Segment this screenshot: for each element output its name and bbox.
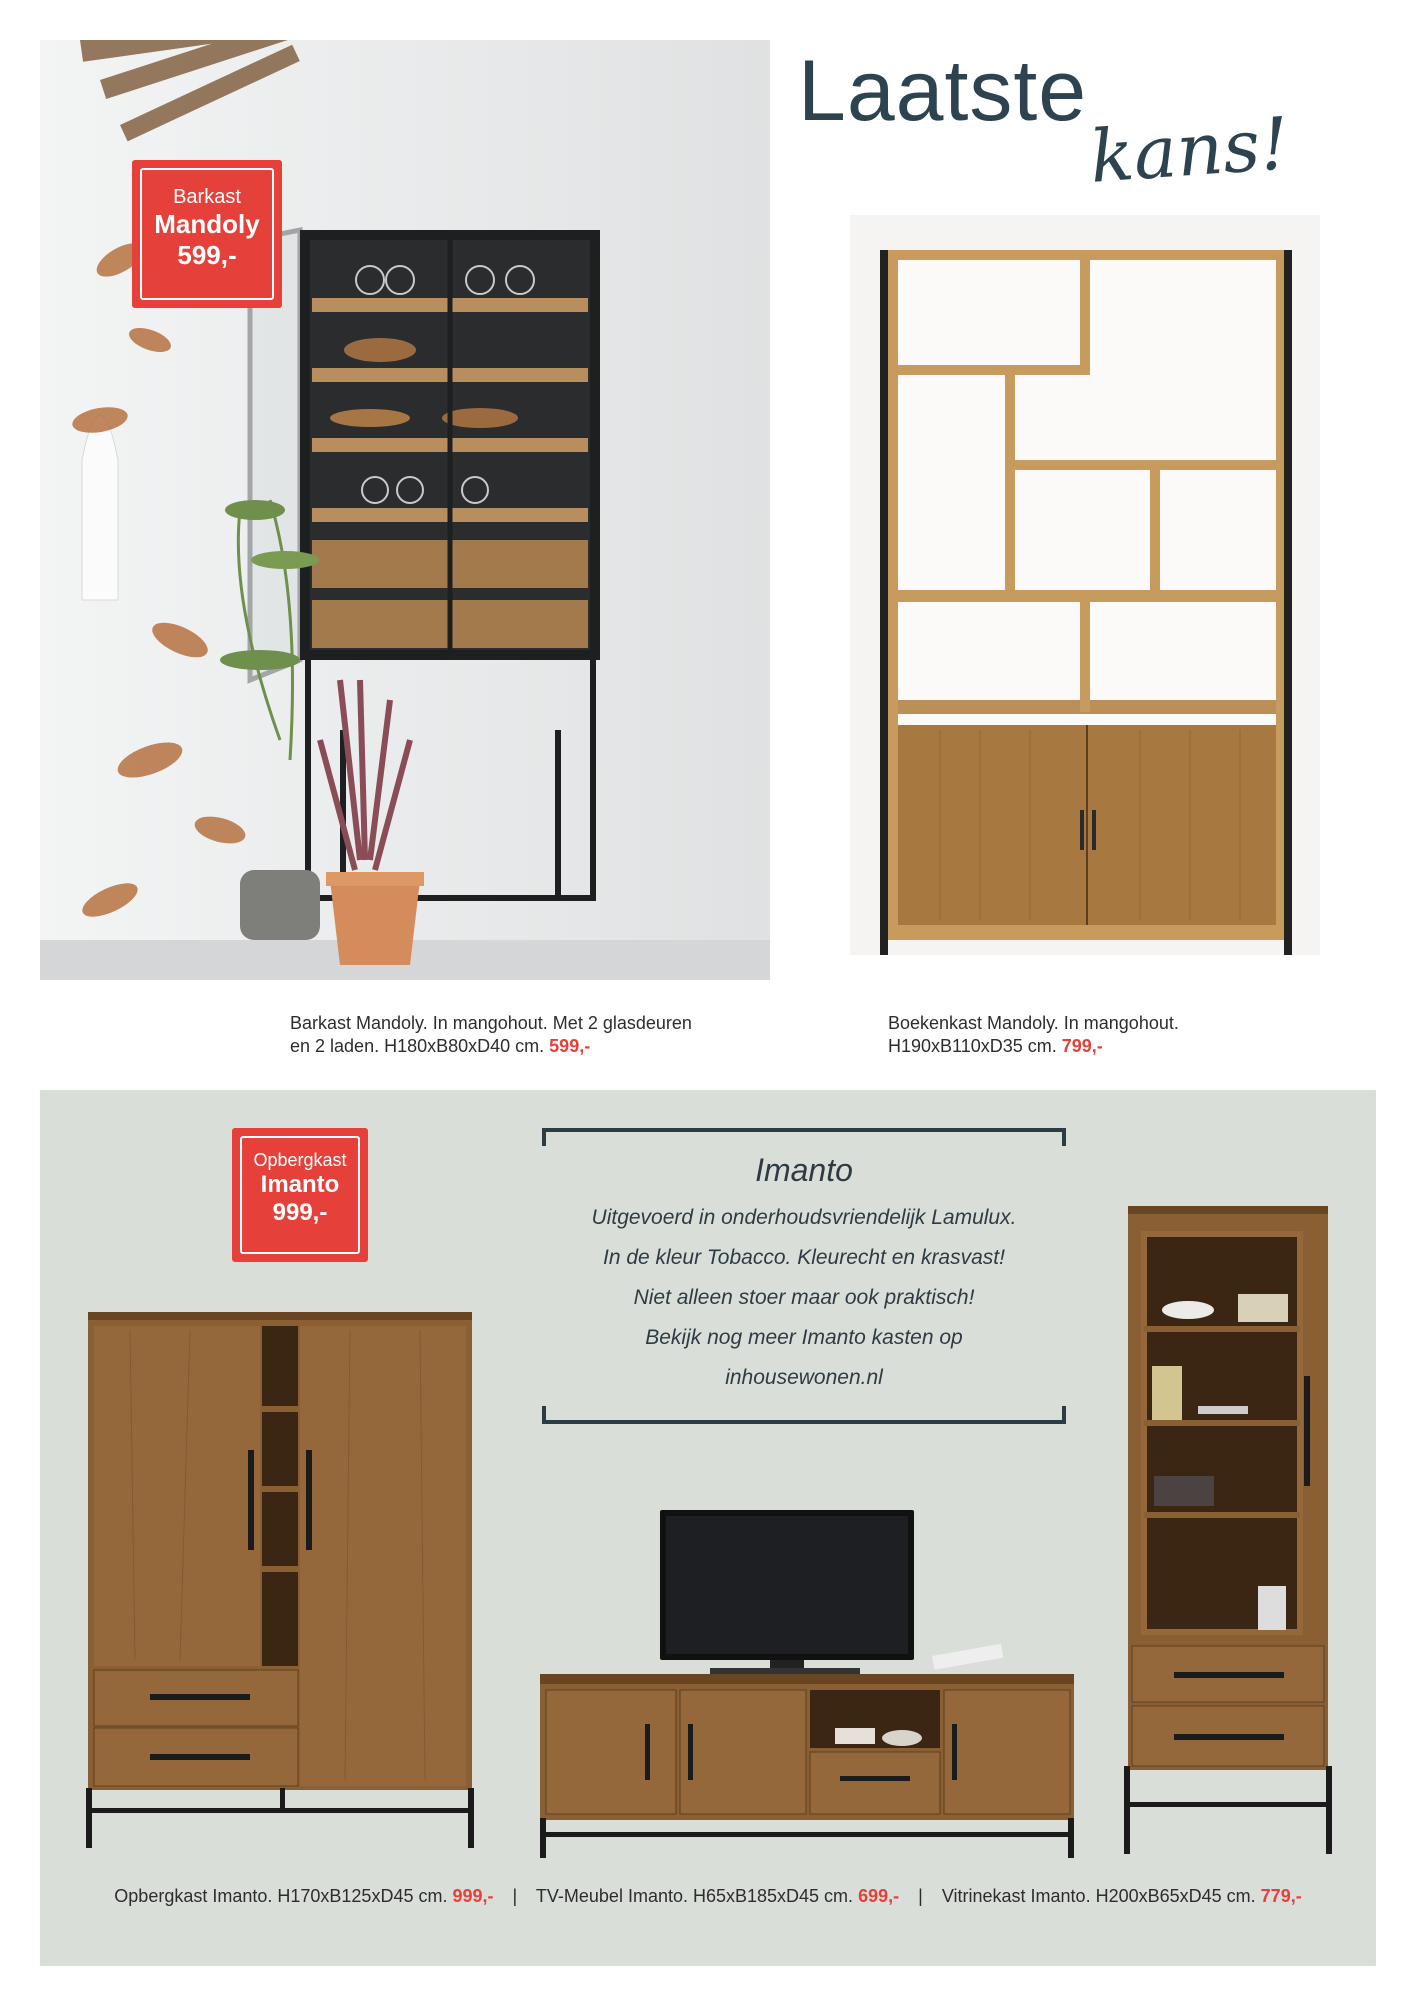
caption-vitrinekast: Vitrinekast Imanto. H200xB65xD45 cm. 779,- xyxy=(941,1886,1302,1906)
vitrinekast-photo xyxy=(1118,1206,1338,1856)
caption-tv-meubel: TV-Meubel Imanto. H65xB185xD45 cm. 699,- xyxy=(535,1886,900,1906)
price-tag-type: Opbergkast xyxy=(253,1150,347,1170)
caption-boekenkast-line1: Boekenkast Mandoly. In mangohout. xyxy=(888,1013,1179,1033)
imanto-title: Imanto xyxy=(755,1152,853,1188)
imanto-link[interactable]: inhousewonen.nl xyxy=(725,1366,883,1389)
tv-meubel-photo xyxy=(540,1510,1080,1860)
headline-kans: kans! xyxy=(1087,101,1292,199)
price-tag-mandoly xyxy=(132,160,282,308)
imanto-line-1: Uitgevoerd in onderhoudsvriendelijk Lamulux. xyxy=(591,1206,1017,1229)
caption-barkast xyxy=(290,1012,770,1058)
opbergkast-photo xyxy=(80,1310,480,1850)
price-tag-name: Mandoly xyxy=(154,209,260,239)
caption-opbergkast: Opbergkast Imanto. H170xB125xD45 cm. 999,- xyxy=(114,1886,494,1906)
imanto-info-box xyxy=(542,1128,1066,1424)
price-tag-type: Barkast xyxy=(173,186,241,208)
price-tag-price: 999,- xyxy=(272,1199,328,1226)
separator: | xyxy=(918,1886,923,1906)
caption-barkast-line1: Barkast Mandoly. In mangohout. Met 2 glasdeuren xyxy=(290,1013,692,1033)
bottom-captions xyxy=(40,1886,1376,1907)
imanto-line-3: Niet alleen stoer maar ook praktisch! xyxy=(633,1286,975,1309)
caption-opbergkast-price: 999,- xyxy=(452,1886,494,1906)
caption-boekenkast xyxy=(888,1012,1308,1058)
price-tag-imanto xyxy=(232,1128,368,1262)
caption-tv-meubel-price: 699,- xyxy=(858,1886,900,1906)
caption-barkast-price: 599,- xyxy=(549,1036,591,1056)
imanto-panel xyxy=(40,1090,1376,1966)
caption-barkast-line2: en 2 laden. H180xB80xD40 cm. xyxy=(290,1036,545,1056)
imanto-line-2: In de kleur Tobacco. Kleurecht en krasvast! xyxy=(603,1246,1005,1269)
price-tag-name: Imanto xyxy=(260,1171,340,1198)
boekenkast-photo xyxy=(850,215,1320,955)
separator: | xyxy=(512,1886,518,1906)
caption-vitrinekast-price: 779,- xyxy=(1260,1886,1302,1906)
imanto-line-4: Bekijk nog meer Imanto kasten op xyxy=(645,1326,963,1349)
barkast-room-photo xyxy=(40,40,770,980)
headline-laatste: Laatste xyxy=(798,43,1088,139)
caption-boekenkast-price: 799,- xyxy=(1061,1036,1103,1056)
caption-boekenkast-line2: H190xB110xD35 cm. xyxy=(888,1036,1057,1056)
price-tag-price: 599,- xyxy=(177,240,237,270)
